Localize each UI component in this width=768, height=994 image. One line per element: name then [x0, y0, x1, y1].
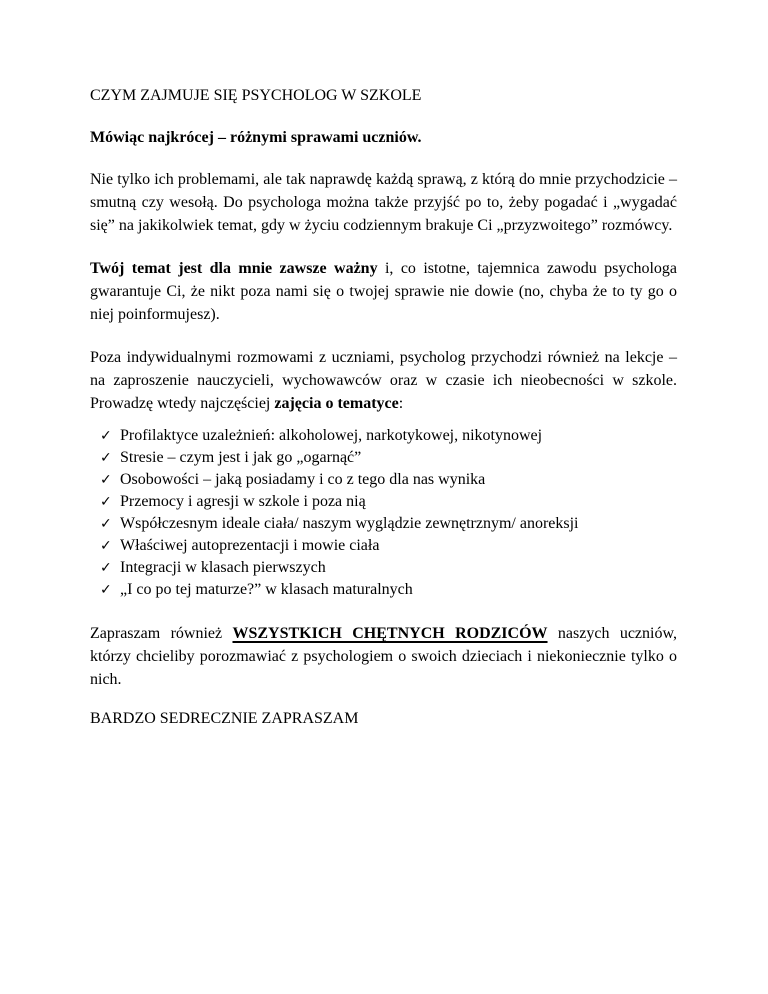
list-item-text: Profilaktyce uzależnień: alkoholowej, narkotykowej, nikotynowej — [120, 427, 543, 444]
paragraph-lessons-bold: zajęcia o tematyce — [274, 395, 399, 412]
paragraph-parents — [90, 622, 677, 691]
list-item-text: Współczesnym ideale ciała/ naszym wyglądzie zewnętrznym/ anoreksji — [120, 515, 579, 532]
list-item-text: Osobowości – jaką posiadamy i co z tego dla nas wynika — [120, 471, 486, 488]
document-subtitle: Mówiąc najkrócej – różnymi sprawami uczniów. — [90, 129, 422, 146]
paragraph-lessons-end: : — [398, 395, 404, 412]
list-item-text: Stresie – czym jest i jak go „ogarnąć” — [120, 449, 362, 466]
checkmark-icon: ✓ — [100, 516, 112, 532]
checkmark-icon: ✓ — [100, 494, 112, 510]
list-item — [100, 491, 677, 513]
list-item — [100, 513, 677, 535]
checkmark-icon: ✓ — [100, 472, 112, 488]
paragraph-confidentiality — [90, 257, 677, 326]
paragraph-parents-after: naszych uczniów, którzy chcieliby porozmawiać z psychologiem o swoich dzieciach i niekoniecznie tylko o nich. — [90, 625, 677, 688]
checkmark-icon: ✓ — [100, 450, 112, 466]
checkmark-icon: ✓ — [100, 582, 112, 598]
paragraph-confidentiality-rest: i, co istotne, tajemnica zawodu psychologa gwarantuje Ci, że nikt poza nami się o twojej sprawie nie dowie (no, chyba że to ty go o niej poinformujesz). — [90, 260, 677, 323]
document-title: CZYM ZAJMUJE SIĘ PSYCHOLOG W SZKOLE — [90, 87, 422, 104]
paragraph-parents-before: Zapraszam również — [90, 625, 233, 642]
document-page — [90, 84, 677, 746]
list-item-text: Przemocy i agresji w szkole i poza nią — [120, 493, 366, 510]
checkmark-icon: ✓ — [100, 538, 112, 554]
topics-list — [90, 425, 677, 601]
list-item — [100, 425, 677, 447]
list-item-text: „I co po tej maturze?” w klasach maturalnych — [120, 581, 413, 598]
list-item — [100, 469, 677, 491]
paragraph-confidentiality-bold: Twój temat jest dla mnie zawsze ważny — [90, 260, 378, 277]
checkmark-icon: ✓ — [100, 428, 112, 444]
paragraph-lessons-text: Poza indywidualnymi rozmowami z uczniami, psycholog przychodzi również na lekcje – na zaproszenie nauczycieli, wychowawców oraz w czasie ich nieobecności w szkole. Prowadzę wtedy najczęściej — [90, 349, 677, 412]
list-item-text: Integracji w klasach pierwszych — [120, 559, 326, 576]
paragraph-intro: Nie tylko ich problemami, ale tak naprawdę każdą sprawą, z którą do mnie przychodzicie – smutną czy wesołą. Do psychologa można także przyjść po to, żeby pogadać i „wygadać się” na jakikolwiek temat, gdy w życiu codziennym brakuje Ci „przyzwoitego” rozmówcy. — [90, 171, 677, 234]
list-item — [100, 447, 677, 469]
list-item-text: Właściwej autoprezentacji i mowie ciała — [120, 537, 380, 554]
closing-line: BARDZO SEDRECZNIE ZAPRASZAM — [90, 710, 359, 727]
list-item — [100, 557, 677, 579]
list-item — [100, 535, 677, 557]
paragraph-lessons — [90, 346, 677, 415]
list-item — [100, 579, 677, 601]
checkmark-icon: ✓ — [100, 560, 112, 576]
parents-emphasis: WSZYSTKICH CHĘTNYCH RODZICÓW — [232, 625, 548, 642]
